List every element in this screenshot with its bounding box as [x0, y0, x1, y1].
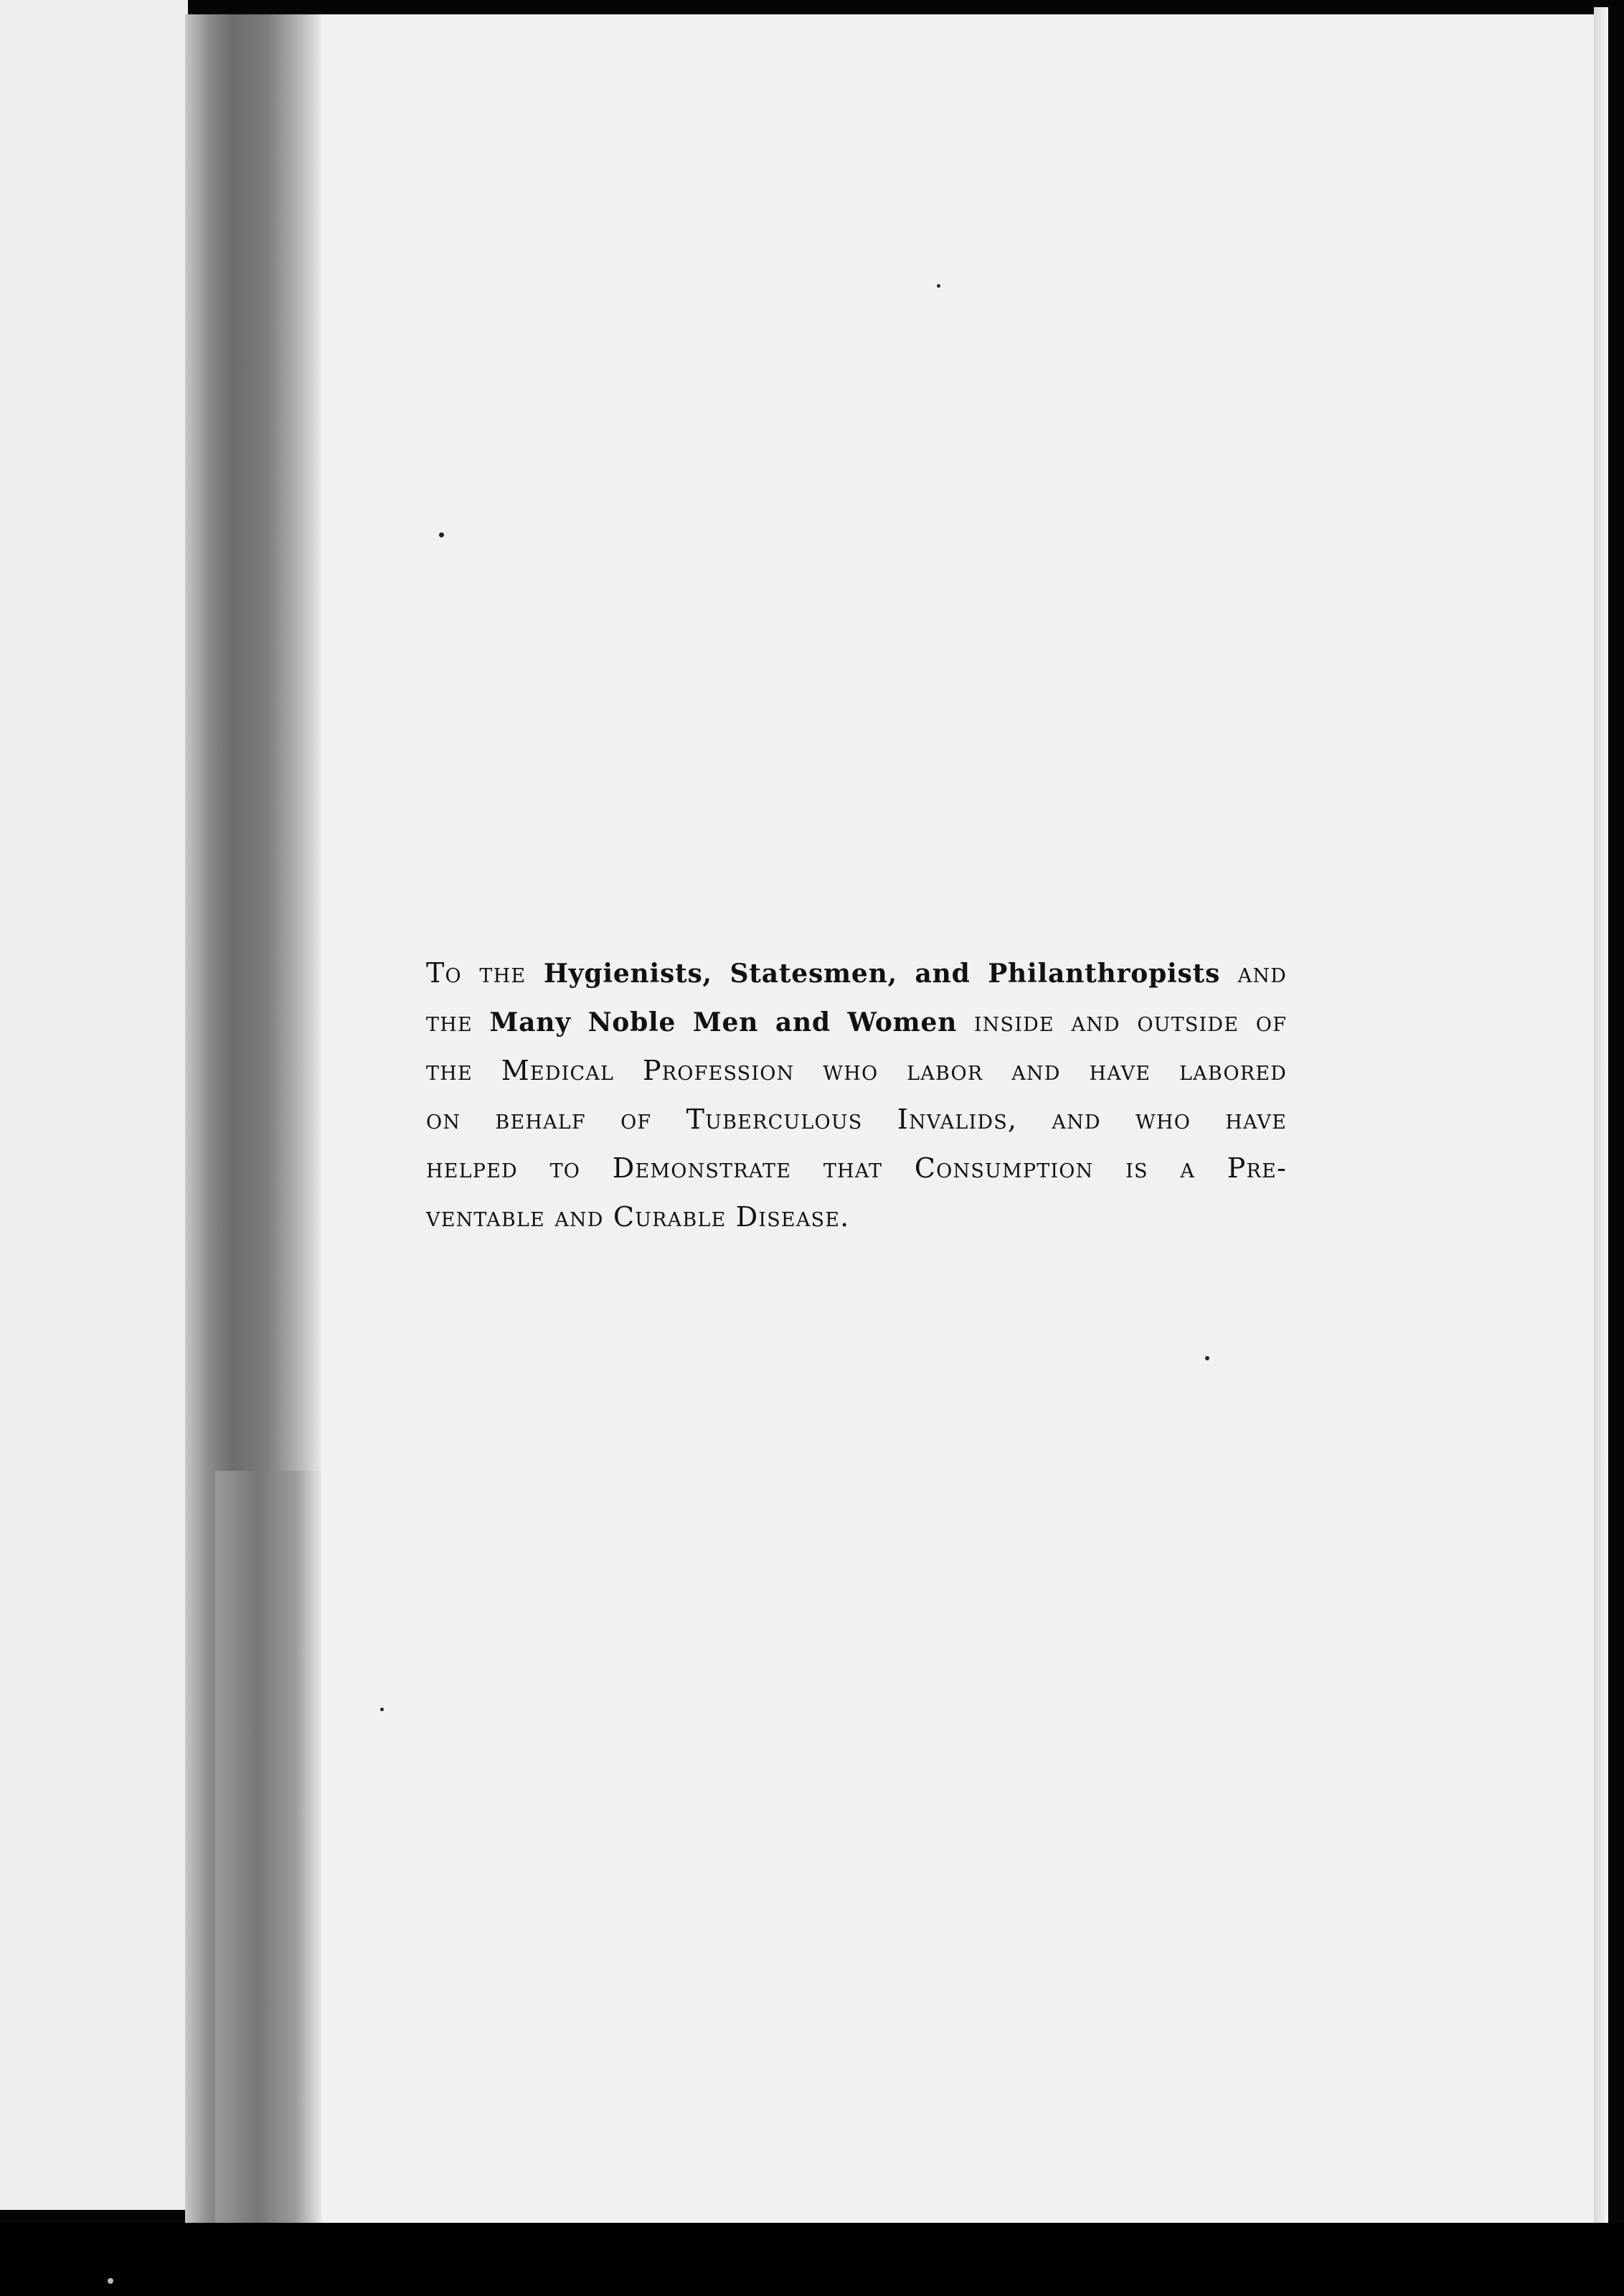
dedication-line [426, 949, 1287, 997]
dedication-text [426, 949, 1287, 1241]
dedication-line: ventable and Curable Disease. [426, 1201, 850, 1233]
dedication-line [426, 997, 1287, 1046]
dedication-phrase: and [1237, 957, 1288, 989]
dedication-line: helped to Demonstrate that Consumption is a Pre- [426, 1152, 1287, 1184]
left-facing-page [0, 0, 188, 2210]
dedication-line: on behalf of Tuberculous Invalids, and who have [426, 1104, 1287, 1135]
blackletter-phrase: Hygienists, Statesmen, and Philanthropists [543, 959, 1221, 989]
paper-speck [380, 1708, 384, 1711]
scan-bottom-border [0, 2223, 1624, 2296]
paper-speck [1205, 1356, 1209, 1360]
paper-speck [937, 284, 940, 288]
dedication-line: the Medical Profession who labor and have labored [426, 1055, 1287, 1086]
dedication-phrase: To the [426, 957, 527, 989]
blackletter-phrase: Many Noble Men and Women [489, 1007, 958, 1038]
dedication-phrase: inside and outside of [973, 1006, 1288, 1038]
paper-speck [108, 2278, 113, 2284]
dedication-phrase: the [426, 1006, 473, 1038]
book-gutter-shadow-lower [215, 1471, 321, 2224]
paper-speck [439, 532, 444, 537]
page-edge [1594, 7, 1608, 2246]
